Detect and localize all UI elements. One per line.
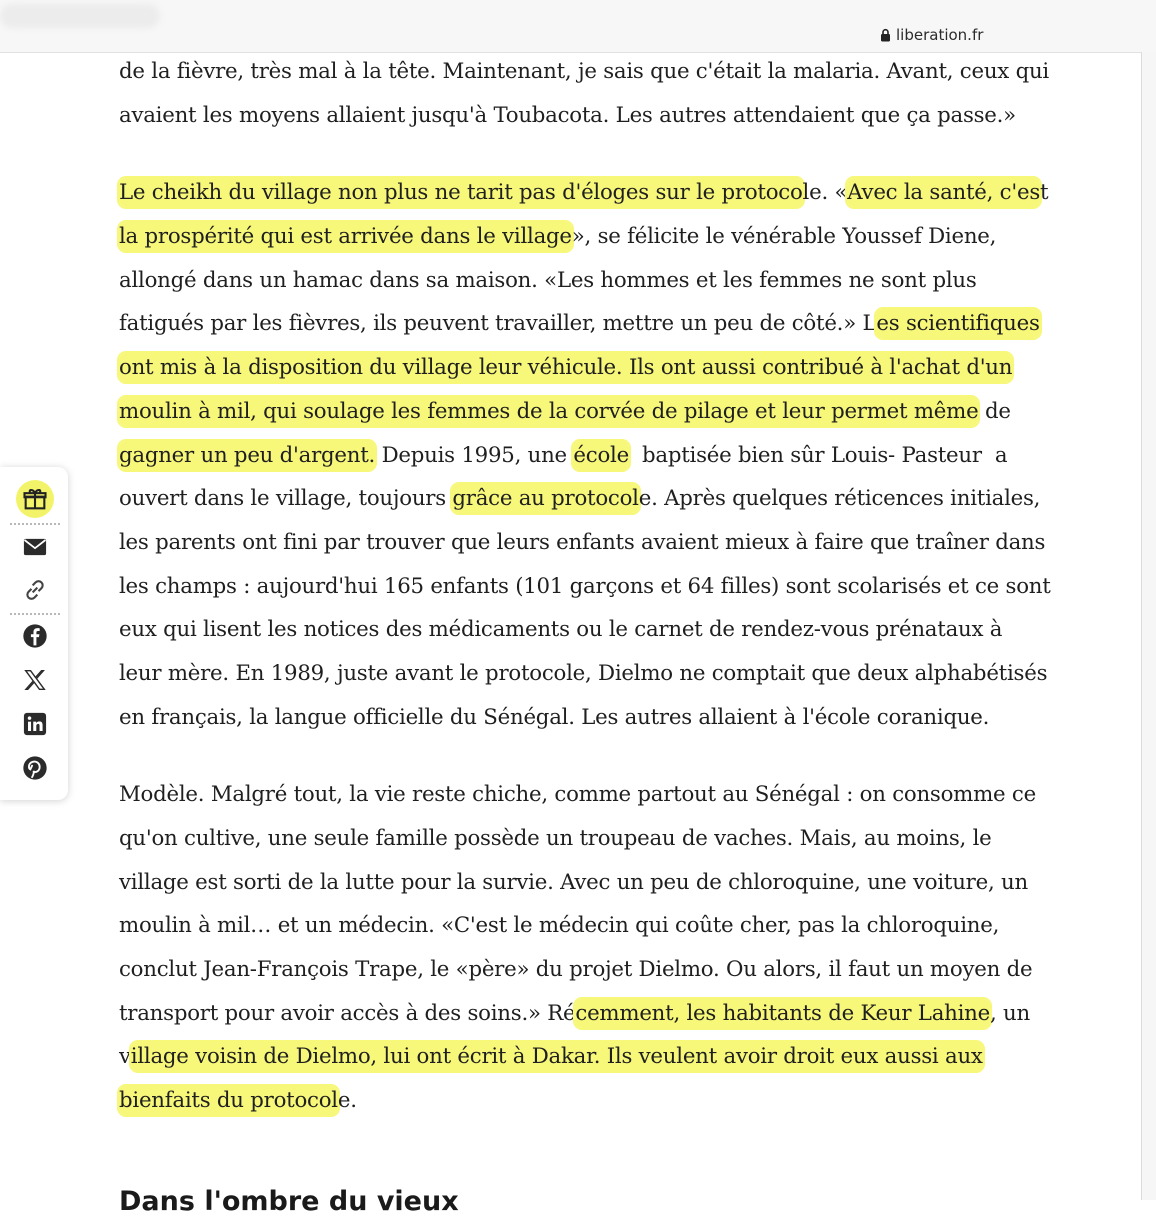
section-heading: Dans l'ombre du vieux	[119, 1186, 459, 1217]
highlight: ont mis à la disposition du village leur véhicule. Ils ont aussi contribué à l'achat d'un	[119, 355, 1013, 381]
text-line	[119, 171, 1129, 215]
linkedin-icon	[21, 710, 49, 738]
url-text: liberation.fr	[896, 26, 984, 44]
text-fragment: fatigués par les fièvres, ils peuvent travailler, mettre un peu de côté.» L	[119, 311, 877, 337]
facebook-icon	[21, 622, 49, 650]
facebook-share-button[interactable]	[16, 617, 54, 655]
highlight: Avec la santé, c'es	[847, 180, 1041, 206]
text-line: village est sorti de la lutte pour la survie. Avec un peu de chloroquine, une voiture, un	[119, 869, 1028, 895]
text-line: les champs : aujourd'hui 165 enfants (101 garçons et 64 filles) sont scolarisés et ce sont	[119, 573, 1051, 599]
text-fragment: , un	[990, 1000, 1030, 1026]
text-line: en français, la langue officielle du Sénégal. Les autres allaient à l'école coranique.	[119, 704, 990, 730]
highlight: cemment, les habitants de Keur Lahine	[575, 1000, 990, 1026]
x-share-button[interactable]	[16, 661, 54, 699]
text-line	[119, 1035, 1129, 1079]
text-line	[119, 477, 1129, 521]
highlight: école	[573, 442, 629, 468]
article-body	[119, 50, 1129, 1123]
text-line: eux qui lisent les notices des médicaments ou le carnet de rendez-vous prénataux à	[119, 617, 1003, 643]
paragraph-1	[119, 50, 1129, 137]
text-fragment: de	[978, 398, 1011, 424]
highlight: moulin à mil, qui soulage les femmes de la corvée de pilage et leur permet même	[119, 398, 979, 424]
highlight: la prospérité qui est arrivée dans le village	[119, 224, 572, 250]
copy-link-button[interactable]	[16, 571, 54, 609]
text-line: leur mère. En 1989, juste avant le protocole, Dielmo ne comptait que deux alphabétisés	[119, 660, 1048, 686]
text-fragment: t	[1040, 180, 1049, 206]
text-line: moulin à mil… et un médecin. «C'est le médecin qui coûte cher, pas la chloroquine,	[119, 913, 1000, 939]
text-line: conclut Jean-François Trape, le «père» du projet Dielmo. Ou alors, il faut un moyen de	[119, 957, 1033, 983]
text-fragment: ouvert dans le village, toujours	[119, 486, 453, 512]
text-line: allongé dans un hamac dans sa maison. «Les hommes et les femmes ne sont plus	[119, 267, 977, 293]
lock-icon	[880, 28, 891, 42]
text-line: de la fièvre, très mal à la tête. Maintenant, je sais que c'était la malaria. Avant, ceux qui	[119, 59, 1049, 84]
email-icon	[21, 533, 49, 561]
paragraph-3	[119, 773, 1129, 1123]
gift-icon	[21, 485, 49, 513]
text-line	[119, 302, 1129, 346]
highlight: gagner un peu d'argent.	[119, 442, 376, 468]
scrollbar[interactable]	[1141, 52, 1156, 1200]
browser-toolbar	[0, 0, 1156, 53]
text-line: avaient les moyens allaient jusqu'à Toubacota. Les autres attendaient que ça passe.»	[119, 102, 1016, 128]
text-fragment: le. «	[802, 180, 848, 206]
text-fragment: Depuis 1995, une	[375, 442, 574, 468]
text-line	[119, 1079, 1129, 1123]
highlight: illage voisin de Dielmo, lui ont écrit à Dakar. Ils veulent avoir droit eux aussi aux	[130, 1044, 983, 1070]
text-line	[119, 390, 1129, 434]
text-fragment: v	[119, 1044, 131, 1070]
highlight: grâce au protocol	[452, 486, 639, 512]
text-line: qu'on cultive, une seule famille possède un troupeau de vaches. Mais, au moins, le	[119, 826, 992, 851]
share-bar	[0, 467, 68, 800]
x-icon	[21, 666, 49, 694]
text-fragment: », se félicite le vénérable Youssef Diene,	[571, 224, 997, 250]
text-line	[119, 346, 1129, 390]
blurred-tab	[0, 4, 160, 28]
highlight: es scientifiques	[876, 311, 1040, 337]
text-line: Modèle. Malgré tout, la vie reste chiche, comme partout au Sénégal : on consomme ce	[119, 782, 1036, 808]
text-line: les parents ont fini par trouver que leurs enfants avaient mieux à faire que traîner dans	[119, 529, 1046, 555]
email-share-button[interactable]	[16, 528, 54, 566]
linkedin-share-button[interactable]	[16, 705, 54, 743]
text-fragment: transport pour avoir accès à des soins.» Ré	[119, 1000, 576, 1026]
text-line	[119, 992, 1129, 1036]
highlight: bienfaits du protocol	[119, 1088, 338, 1114]
pinterest-icon	[21, 754, 49, 782]
gift-button[interactable]	[16, 480, 54, 518]
address-bar[interactable]	[880, 26, 983, 44]
text-fragment: .	[350, 1088, 357, 1114]
paragraph-2	[119, 171, 1129, 739]
link-icon	[21, 576, 49, 604]
text-fragment: e	[337, 1088, 351, 1114]
text-line	[119, 434, 1129, 478]
text-fragment: e. Après quelques réticences initiales,	[638, 486, 1041, 512]
highlight: Le cheikh du village non plus ne tarit pas d'éloges sur le protoco	[119, 180, 803, 206]
text-line	[119, 215, 1129, 259]
text-fragment: baptisée bien sûr Louis- Pasteur a	[628, 442, 1008, 468]
pinterest-share-button[interactable]	[16, 749, 54, 787]
